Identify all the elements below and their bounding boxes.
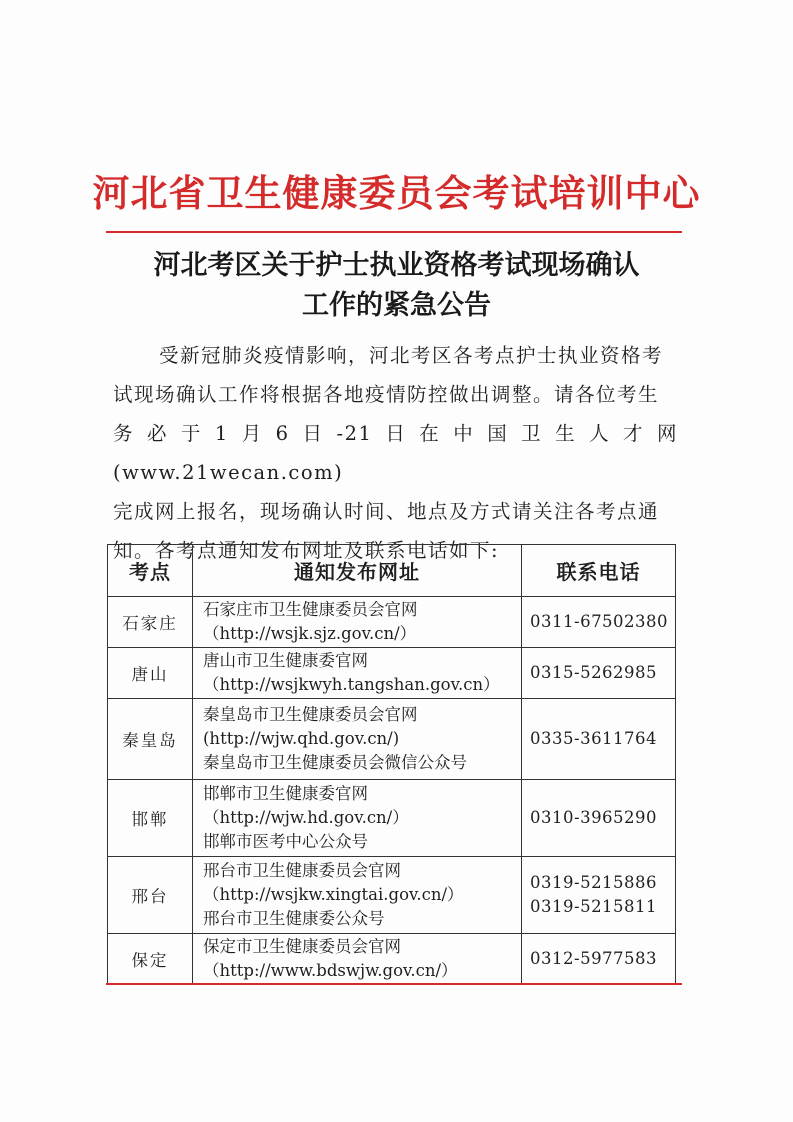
- site-info-line: 唐山市卫生健康委官网: [203, 651, 368, 670]
- column-header-url: 通知发布网址: [193, 545, 522, 597]
- site-name: 石家庄: [108, 597, 193, 648]
- site-url: （http://wsjkwyh.tangshan.gov.cn）: [203, 675, 500, 694]
- site-info: [193, 648, 522, 699]
- site-phone: [522, 648, 676, 699]
- table-row: [108, 597, 676, 648]
- phone-number: 0311-67502380: [530, 612, 669, 631]
- site-phone: [522, 934, 676, 984]
- notice-title-line-2: 工作的紧急公告: [302, 290, 491, 321]
- site-phone: [522, 857, 676, 934]
- notice-title-line-1: 河北考区关于护士执业资格考试现场确认: [153, 250, 640, 281]
- table-header-row: [108, 545, 676, 597]
- site-info: [193, 780, 522, 857]
- phone-number: 0335-3611764: [530, 729, 658, 748]
- site-info-line: 邢台市卫生健康委公众号: [203, 909, 385, 928]
- footer-divider: [106, 983, 682, 985]
- header-divider: [106, 231, 682, 233]
- table-row: [108, 857, 676, 934]
- site-url: （http://www.bdswjw.gov.cn/）: [203, 960, 458, 980]
- site-info: [193, 597, 522, 648]
- column-header-phone: 联系电话: [522, 545, 676, 597]
- site-info-line: 石家庄市卫生健康委员会官网: [203, 600, 418, 619]
- site-phone: [522, 699, 676, 780]
- paragraph-line: 受新冠肺炎疫情影响，河北考区各考点护士执业资格考: [159, 344, 664, 367]
- site-info-line: 秦皇岛市卫生健康委员会官网: [203, 705, 418, 724]
- table-row: [108, 648, 676, 699]
- table-row: [108, 780, 676, 857]
- table-row: [108, 934, 676, 984]
- site-name: 邯郸: [108, 780, 193, 857]
- site-name: 唐山: [108, 648, 193, 699]
- phone-number: 0312-5977583: [530, 948, 658, 968]
- site-name: 秦皇岛: [108, 699, 193, 780]
- column-header-site: 考点: [108, 545, 193, 597]
- phone-number: 0319-5215811: [530, 897, 658, 916]
- site-info-line: 秦皇岛市卫生健康委员会微信公众号: [203, 753, 467, 772]
- phone-number: 0310-3965290: [530, 808, 658, 827]
- phone-number: 0319-5215886: [530, 873, 658, 892]
- organization-header: 河北省卫生健康委员会考试培训中心: [92, 171, 701, 215]
- phone-number: 0315-5262985: [530, 663, 658, 682]
- exam-sites-table: [107, 544, 676, 984]
- notice-title: [90, 246, 703, 326]
- site-info: [193, 699, 522, 780]
- site-url: （http://wsjkw.xingtai.gov.cn/）: [203, 885, 464, 904]
- site-url: （http://wsjk.sjz.gov.cn/）: [203, 624, 417, 643]
- site-url: （http://wjw.hd.gov.cn/）: [203, 808, 409, 827]
- paragraph-line: 务必于1月6日-21日在中国卫生人才网(www.21wecan.com): [113, 422, 678, 484]
- paragraph-line: 知。各考点通知发布网址及联系电话如下:: [113, 539, 500, 562]
- site-phone: [522, 780, 676, 857]
- paragraph-line: 完成网上报名，现场确认时间、地点及方式请关注各考点通: [113, 500, 660, 523]
- site-info-line: 邢台市卫生健康委员会官网: [203, 861, 401, 880]
- site-info-line: 保定市卫生健康委员会官网: [203, 936, 401, 956]
- site-name: 邢台: [108, 857, 193, 934]
- site-info: [193, 934, 522, 984]
- table-row: [108, 699, 676, 780]
- site-info-line: 邯郸市卫生健康委官网: [203, 784, 368, 803]
- site-name: 保定: [108, 934, 193, 984]
- notice-body: [113, 336, 678, 570]
- paragraph-line: 试现场确认工作将根据各地疫情防控做出调整。请各位考生: [113, 383, 660, 406]
- site-info-line: 邯郸市医考中心公众号: [203, 832, 368, 851]
- site-info: [193, 857, 522, 934]
- site-phone: [522, 597, 676, 648]
- site-url: (http://wjw.qhd.gov.cn/): [203, 729, 400, 748]
